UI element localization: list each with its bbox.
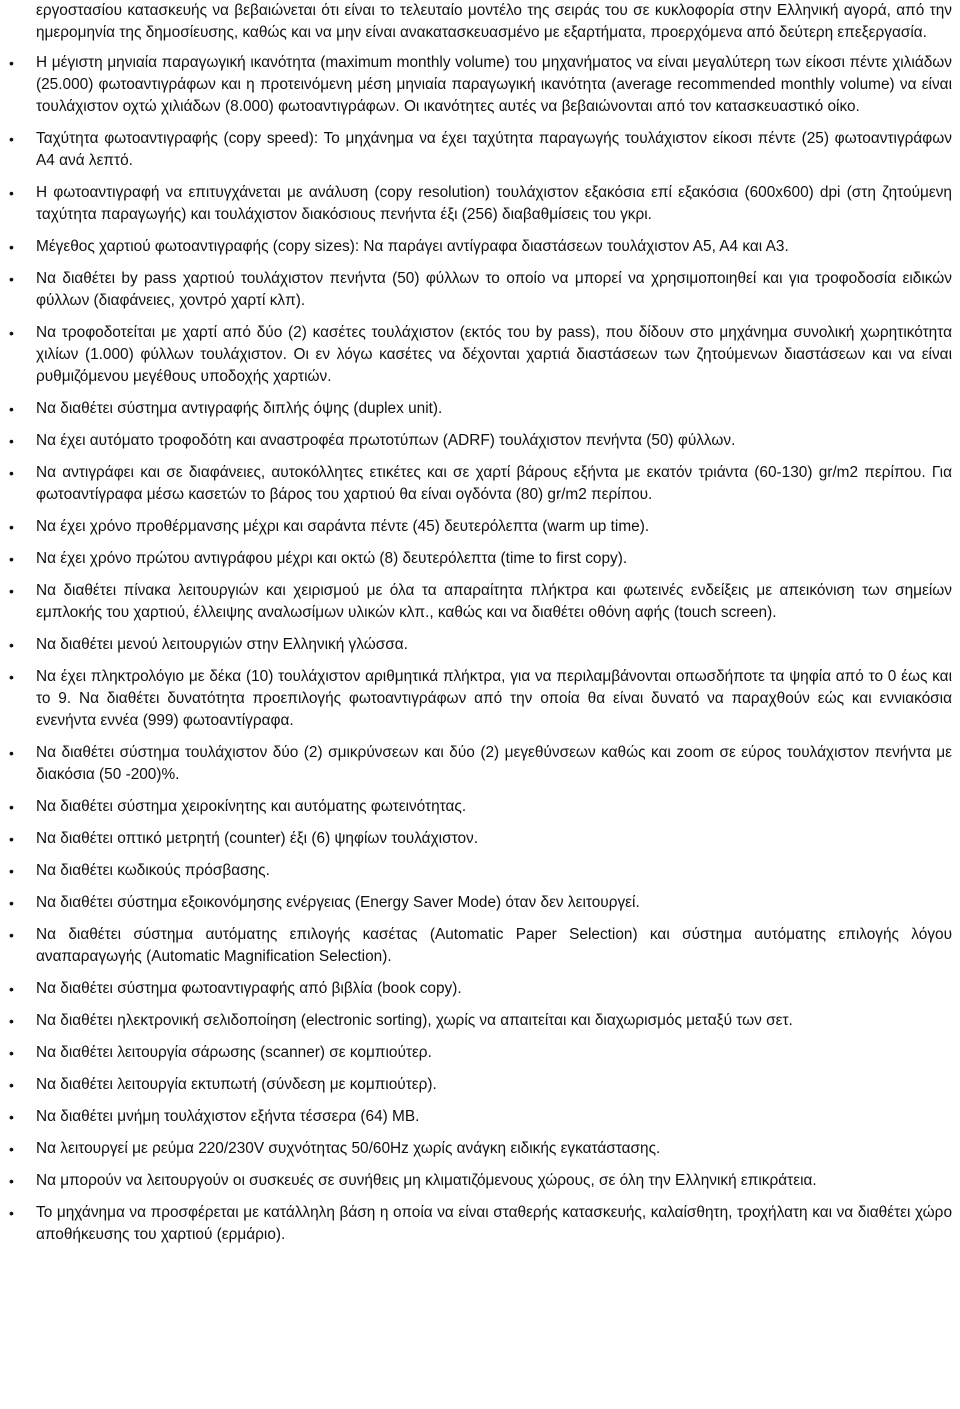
list-item xyxy=(9,182,952,226)
list-item-text: Να έχει πληκτρολόγιο με δέκα (10) τουλάχιστον αριθμητικά πλήκτρα, για να περιλαμβάνονται οπωσδήποτε τα ψηφία από το 0 έως και το 9. Να διαθέτει δυνατότητα προεπιλογής φωτοαντιγράφων από την οποία θα είναι δυνατό να παραχθούν εώς και εννιακόσια ενενήντα εννέα (999) φωτοαντίγραφα. xyxy=(36,668,952,729)
list-item xyxy=(9,892,952,914)
bullet-icon: • xyxy=(9,583,14,599)
list-item-text: Να έχει αυτόματο τροφοδότη και αναστροφέα πρωτοτύπων (ADRF) τουλάχιστον πενήντα (50) φύλλων. xyxy=(36,432,736,449)
bullet-icon: • xyxy=(9,433,14,449)
bullet-icon: • xyxy=(9,799,14,815)
bullet-icon: • xyxy=(9,1013,14,1029)
list-item-text: Να διαθέτει σύστημα χειροκίνητης και αυτόματης φωτεινότητας. xyxy=(36,798,467,815)
bullet-icon: • xyxy=(9,1077,14,1093)
bullet-icon: • xyxy=(9,1173,14,1189)
list-item-text: Να διαθέτει μενού λειτουργιών στην Ελληνική γλώσσα. xyxy=(36,636,408,653)
list-item xyxy=(9,1074,952,1096)
list-item-text: Η μέγιστη μηνιαία παραγωγική ικανότητα (maximum monthly volume) του μηχανήματος να είναι μεγαλύτερη των είκοσι πέντε χιλιάδων (25.000) φωτοαντιγράφων και η προτεινόμενη μέση μηνιαία παραγωγική ικανότητα (average recommended monthly volume) να είναι τουλάχιστον οχτώ χιλιάδων (8.000) φωτοαντιγράφων. Οι ικανότητες αυτές να βεβαιώνονται από τον κατασκευαστικό οίκο. xyxy=(36,54,952,115)
list-item xyxy=(9,430,952,452)
bullet-icon: • xyxy=(9,401,14,417)
list-item-text: Το μηχάνημα να προσφέρεται με κατάλληλη βάση η οποία να είναι σταθερής κατασκευής, καλαίσθητη, τροχήλατη και να διαθέτει χώρο αποθήκευσης του χαρτιού (ερμάριο). xyxy=(36,1204,952,1243)
list-item-text: Να λειτουργεί με ρεύμα 220/230V συχνότητας 50/60Hz χωρίς ανάγκη ειδικής εγκατάστασης. xyxy=(36,1140,661,1157)
list-item xyxy=(9,924,952,968)
list-item-text: Να μπορούν να λειτουργούν οι συσκευές σε συνήθεις μη κλιματιζόμενους χώρους, σε όλη την Ελληνική επικράτεια. xyxy=(36,1172,817,1189)
bullet-icon: • xyxy=(9,669,14,685)
list-item-text: Να διαθέτει λειτουργία σάρωσης (scanner) σε κομπιούτερ. xyxy=(36,1044,432,1061)
list-item-text: Να έχει χρόνο πρώτου αντιγράφου μέχρι και οκτώ (8) δευτερόλεπτα (time to first copy). xyxy=(36,550,628,567)
list-item-text: Ταχύτητα φωτοαντιγραφής (copy speed): Το μηχάνημα να έχει ταχύτητα παραγωγής τουλάχιστον είκοσι πέντε (25) φωτοαντιγράφων A4 ανά λεπτό. xyxy=(36,130,952,169)
bullet-icon: • xyxy=(9,519,14,535)
list-item-text: Να διαθέτει σύστημα αντιγραφής διπλής όψης (duplex unit). xyxy=(36,400,443,417)
list-item xyxy=(9,322,952,388)
bullet-icon: • xyxy=(9,637,14,653)
list-item xyxy=(9,128,952,172)
list-item xyxy=(9,796,952,818)
list-item-text: Να διαθέτει σύστημα φωτοαντιγραφής από βιβλία (book copy). xyxy=(36,980,462,997)
list-item xyxy=(9,236,952,258)
bullet-icon: • xyxy=(9,465,14,481)
bullet-icon: • xyxy=(9,981,14,997)
specification-list xyxy=(9,52,952,1246)
bullet-icon: • xyxy=(9,745,14,761)
list-item xyxy=(9,978,952,1000)
list-item xyxy=(9,52,952,118)
list-item-text: Να αντιγράφει και σε διαφάνειες, αυτοκόλλητες ετικέτες και σε χαρτί βάρους εξήντα με εκατόν τριάντα (60-130) gr/m2 περίπου. Για φωτοαντίγραφα μέσω κασετών το βάρος του χαρτιού θα είναι ογδόντα (80) gr/m2 περίπου. xyxy=(36,464,952,503)
list-item xyxy=(9,860,952,882)
bullet-icon: • xyxy=(9,131,14,147)
list-item-text: Να διαθέτει πίνακα λειτουργιών και χειρισμού με όλα τα απαραίτητα πλήκτρα και φωτεινές ενδείξεις με απεικόνιση των σημείων εμπλοκής του χαρτιού, έλλειψης αναλωσίμων υλικών κλπ., καθώς και να διαθέτει οθόνη αφής (touch screen). xyxy=(36,582,952,621)
bullet-icon: • xyxy=(9,1141,14,1157)
bullet-icon: • xyxy=(9,1109,14,1125)
list-item xyxy=(9,1010,952,1032)
list-item-text: Να διαθέτει οπτικό μετρητή (counter) έξι (6) ψηφίων τουλάχιστον. xyxy=(36,830,478,847)
list-item-text: Να έχει χρόνο προθέρμανσης μέχρι και σαράντα πέντε (45) δευτερόλεπτα (warm up time). xyxy=(36,518,650,535)
list-item xyxy=(9,1106,952,1128)
list-item xyxy=(9,516,952,538)
list-item xyxy=(9,634,952,656)
list-item-text: Να διαθέτει σύστημα εξοικονόμησης ενέργειας (Energy Saver Mode) όταν δεν λειτουργεί. xyxy=(36,894,640,911)
list-item-text: Να διαθέτει ηλεκτρονική σελιδοποίηση (electronic sorting), χωρίς να απαιτείται και διαχωρισμός μεταξύ των σετ. xyxy=(36,1012,793,1029)
bullet-icon: • xyxy=(9,55,14,71)
list-item-text: Να διαθέτει by pass χαρτιού τουλάχιστον πενήντα (50) φύλλων το οποίο να μπορεί να χρησιμοποιηθεί και για τροφοδοσία ειδικών φύλλων (διαφάνειες, χοντρό χαρτί κλπ). xyxy=(36,270,952,309)
list-item xyxy=(9,1170,952,1192)
bullet-icon: • xyxy=(9,863,14,879)
list-item xyxy=(9,742,952,786)
bullet-icon: • xyxy=(9,239,14,255)
intro-paragraph: εργοστασίου κατασκευής να βεβαιώνεται ότι είναι το τελευταίο μοντέλο της σειράς του σε κυκλοφορία στην Ελληνική αγορά, από την ημερομηνία της δημοσίευσης, καθώς και να μην είναι ανακατασκευασμένο με εξαρτήματα, προερχόμενα από δεύτερη επεξεργασία. xyxy=(36,2,952,41)
list-item-text: Να διαθέτει σύστημα τουλάχιστον δύο (2) σμικρύνσεων και δύο (2) μεγεθύνσεων καθώς και zoom σε εύρος τουλάχιστον πενήντα με διακόσια (50 -200)%. xyxy=(36,744,952,783)
bullet-icon: • xyxy=(9,831,14,847)
list-item-text: Να τροφοδοτείται με χαρτί από δύο (2) κασέτες τουλάχιστον (εκτός του by pass), που δίδουν στο μηχάνημα συνολική χωρητικότητα χιλίων (1.000) φύλλων τουλάχιστον. Οι εν λόγω κασέτες να δέχονται χαρτιά διαστάσεων των ζητούμενων διαστάσεων και να είναι ρυθμιζόμενου μεγέθους υποδοχής χαρτιών. xyxy=(36,324,952,385)
list-item xyxy=(9,580,952,624)
list-item xyxy=(9,462,952,506)
bullet-icon: • xyxy=(9,185,14,201)
bullet-icon: • xyxy=(9,895,14,911)
list-item-text: Να διαθέτει σύστημα αυτόματης επιλογής κασέτας (Automatic Paper Selection) και σύστημα αυτόματης επιλογής λόγου αναπαραγωγής (Automatic Magnification Selection). xyxy=(36,926,952,965)
list-item xyxy=(9,1042,952,1064)
list-item-text: Μέγεθος χαρτιού φωτοαντιγραφής (copy sizes): Να παράγει αντίγραφα διαστάσεων τουλάχιστον Α5, Α4 και Α3. xyxy=(36,238,789,255)
list-item xyxy=(9,666,952,732)
bullet-icon: • xyxy=(9,927,14,943)
list-item-text: Να διαθέτει κωδικούς πρόσβασης. xyxy=(36,862,270,879)
list-item xyxy=(9,1138,952,1160)
list-item-text: Να διαθέτει μνήμη τουλάχιστον εξήντα τέσσερα (64) MB. xyxy=(36,1108,420,1125)
bullet-icon: • xyxy=(9,1045,14,1061)
list-item-text: Να διαθέτει λειτουργία εκτυπωτή (σύνδεση με κομπιούτερ). xyxy=(36,1076,437,1093)
list-item xyxy=(9,398,952,420)
list-item xyxy=(9,548,952,570)
list-item xyxy=(9,1202,952,1246)
list-item-text: Η φωτοαντιγραφή να επιτυγχάνεται με ανάλυση (copy resolution) τουλάχιστον εξακόσια επί εξακόσια (600x600) dpi (στη ζητούμενη ταχύτητα παραγωγής) και τουλάχιστον διακόσιους πενήντα έξι (256) διαβαθμίσεις του γκρι. xyxy=(36,184,952,223)
bullet-icon: • xyxy=(9,551,14,567)
bullet-icon: • xyxy=(9,1205,14,1221)
bullet-icon: • xyxy=(9,325,14,341)
list-item xyxy=(9,828,952,850)
bullet-icon: • xyxy=(9,271,14,287)
list-item xyxy=(9,268,952,312)
